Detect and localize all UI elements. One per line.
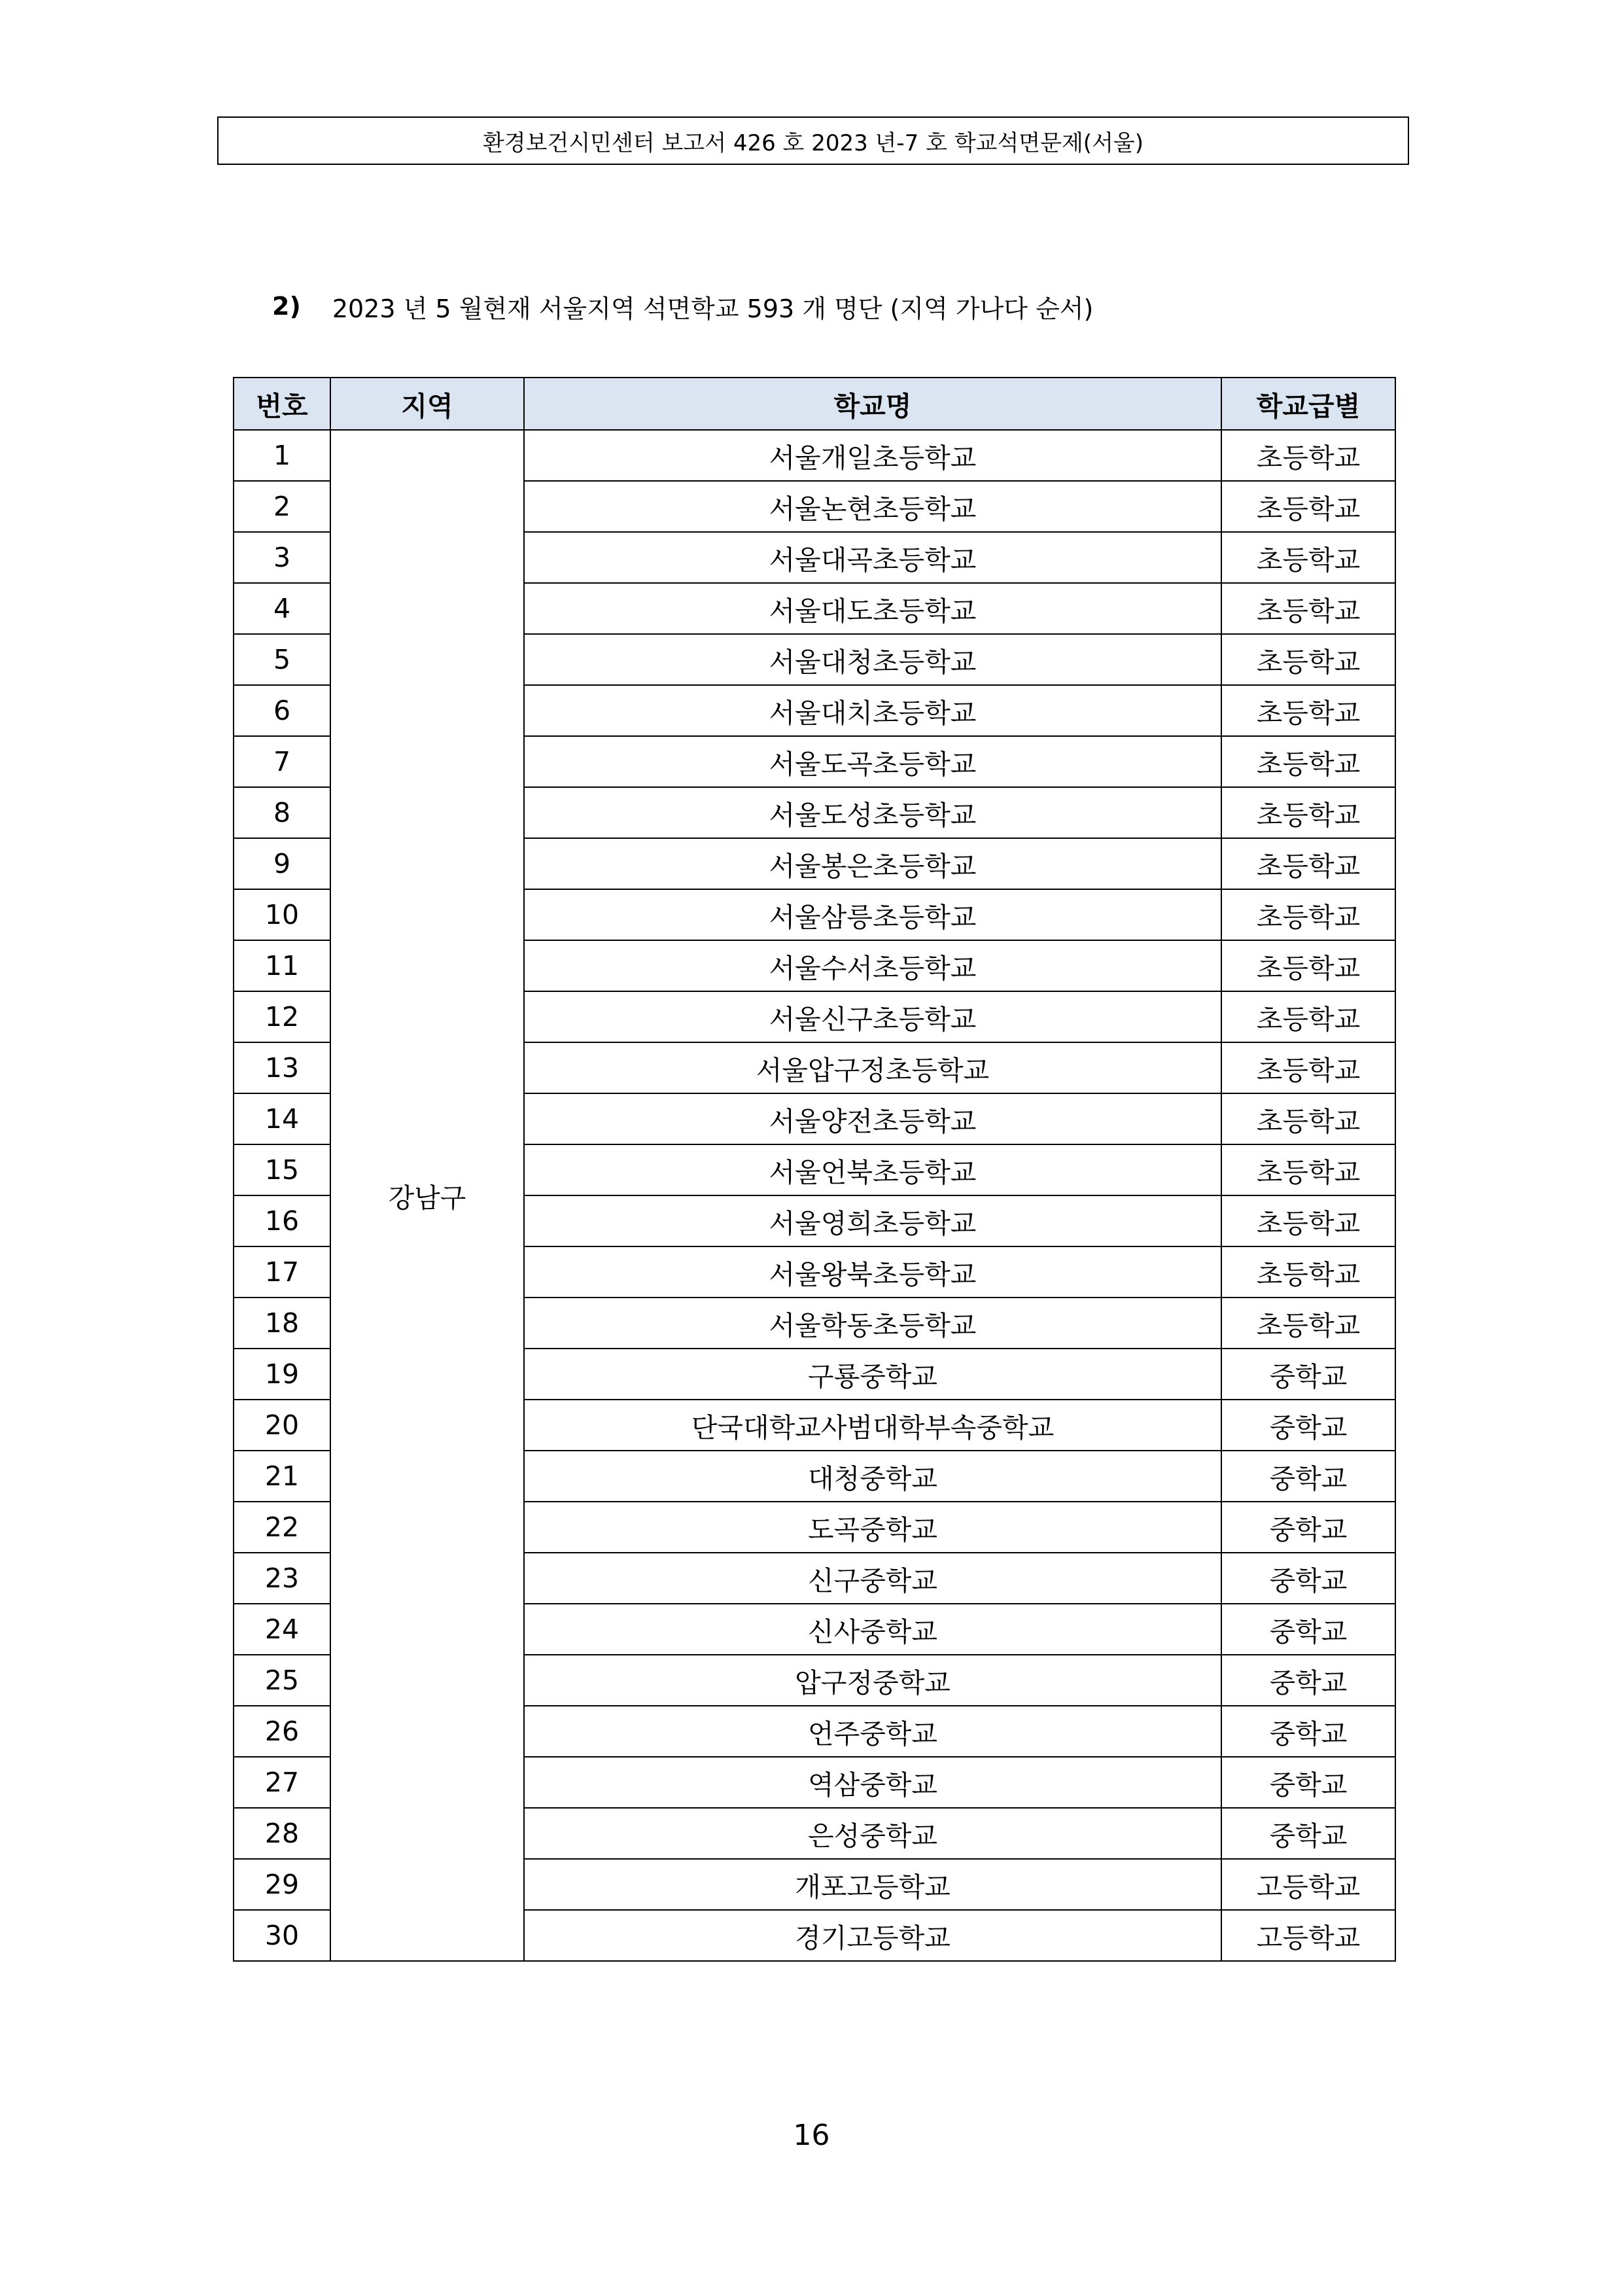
- column-header-school: 학교명: [524, 378, 1221, 430]
- school-level-cell: 초등학교: [1221, 838, 1395, 889]
- school-name-cell: 서울대청초등학교: [524, 634, 1221, 685]
- school-level-cell: 중학교: [1221, 1655, 1395, 1706]
- school-level-cell: 초등학교: [1221, 532, 1395, 583]
- school-name-cell: 서울대도초등학교: [524, 583, 1221, 634]
- school-name-cell: 역삼중학교: [524, 1757, 1221, 1808]
- school-name-cell: 신구중학교: [524, 1553, 1221, 1604]
- row-number-cell: 27: [234, 1757, 330, 1808]
- row-number-cell: 18: [234, 1298, 330, 1349]
- row-number-cell: 25: [234, 1655, 330, 1706]
- row-number-cell: 4: [234, 583, 330, 634]
- school-level-cell: 초등학교: [1221, 1195, 1395, 1246]
- school-level-cell: 초등학교: [1221, 1298, 1395, 1349]
- school-level-cell: 중학교: [1221, 1808, 1395, 1859]
- row-number-cell: 19: [234, 1349, 330, 1400]
- row-number-cell: 24: [234, 1604, 330, 1655]
- row-number-cell: 21: [234, 1451, 330, 1502]
- row-number-cell: 13: [234, 1042, 330, 1093]
- school-name-cell: 서울논현초등학교: [524, 481, 1221, 532]
- school-level-cell: 초등학교: [1221, 685, 1395, 736]
- school-level-cell: 중학교: [1221, 1706, 1395, 1757]
- column-header-region: 지역: [330, 378, 524, 430]
- section-heading: [272, 287, 1093, 326]
- school-name-cell: 서울언북초등학교: [524, 1144, 1221, 1195]
- row-number-cell: 15: [234, 1144, 330, 1195]
- school-level-cell: 초등학교: [1221, 889, 1395, 940]
- school-level-cell: 초등학교: [1221, 991, 1395, 1042]
- school-name-cell: 대청중학교: [524, 1451, 1221, 1502]
- row-number-cell: 20: [234, 1400, 330, 1451]
- school-name-cell: 서울도성초등학교: [524, 787, 1221, 838]
- row-number-cell: 29: [234, 1859, 330, 1910]
- school-level-cell: 초등학교: [1221, 1144, 1395, 1195]
- row-number-cell: 26: [234, 1706, 330, 1757]
- column-header-level: 학교급별: [1221, 378, 1395, 430]
- school-level-cell: 초등학교: [1221, 1246, 1395, 1298]
- school-level-cell: 고등학교: [1221, 1910, 1395, 1961]
- report-header-title: 환경보건시민센터 보고서 426 호 2023 년-7 호 학교석면문제(서울): [482, 130, 1144, 156]
- school-name-cell: 서울영희초등학교: [524, 1195, 1221, 1246]
- school-level-cell: 고등학교: [1221, 1859, 1395, 1910]
- row-number-cell: 28: [234, 1808, 330, 1859]
- section-title: 2023 년 5 월현재 서울지역 석면학교 593 개 명단 (지역 가나다 순서): [332, 294, 1094, 323]
- table-row: [234, 430, 1395, 481]
- school-name-cell: 서울수서초등학교: [524, 940, 1221, 991]
- school-name-cell: 서울압구정초등학교: [524, 1042, 1221, 1093]
- school-name-cell: 단국대학교사범대학부속중학교: [524, 1400, 1221, 1451]
- school-level-cell: 초등학교: [1221, 1042, 1395, 1093]
- school-level-cell: 중학교: [1221, 1553, 1395, 1604]
- region-cell: 강남구: [330, 430, 524, 1961]
- table-header-row: [234, 378, 1395, 430]
- school-name-cell: 서울왕북초등학교: [524, 1246, 1221, 1298]
- column-header-no: 번호: [234, 378, 330, 430]
- row-number-cell: 2: [234, 481, 330, 532]
- table-body: [234, 430, 1395, 1961]
- school-level-cell: 중학교: [1221, 1349, 1395, 1400]
- row-number-cell: 12: [234, 991, 330, 1042]
- page-number: 16: [793, 2119, 830, 2152]
- row-number-cell: 23: [234, 1553, 330, 1604]
- school-level-cell: 초등학교: [1221, 583, 1395, 634]
- school-name-cell: 서울삼릉초등학교: [524, 889, 1221, 940]
- school-name-cell: 은성중학교: [524, 1808, 1221, 1859]
- school-name-cell: 개포고등학교: [524, 1859, 1221, 1910]
- row-number-cell: 14: [234, 1093, 330, 1144]
- school-level-cell: 중학교: [1221, 1451, 1395, 1502]
- school-level-cell: 초등학교: [1221, 1093, 1395, 1144]
- report-header: [217, 116, 1409, 165]
- row-number-cell: 7: [234, 736, 330, 787]
- row-number-cell: 3: [234, 532, 330, 583]
- school-name-cell: 압구정중학교: [524, 1655, 1221, 1706]
- school-level-cell: 초등학교: [1221, 787, 1395, 838]
- school-name-cell: 서울학동초등학교: [524, 1298, 1221, 1349]
- row-number-cell: 6: [234, 685, 330, 736]
- school-level-cell: 중학교: [1221, 1400, 1395, 1451]
- row-number-cell: 11: [234, 940, 330, 991]
- school-name-cell: 서울신구초등학교: [524, 991, 1221, 1042]
- school-name-cell: 서울양전초등학교: [524, 1093, 1221, 1144]
- school-level-cell: 중학교: [1221, 1604, 1395, 1655]
- school-level-cell: 초등학교: [1221, 736, 1395, 787]
- row-number-cell: 17: [234, 1246, 330, 1298]
- row-number-cell: 1: [234, 430, 330, 481]
- section-number: 2): [272, 292, 301, 321]
- row-number-cell: 5: [234, 634, 330, 685]
- school-name-cell: 서울개일초등학교: [524, 430, 1221, 481]
- school-level-cell: 중학교: [1221, 1502, 1395, 1553]
- row-number-cell: 16: [234, 1195, 330, 1246]
- school-name-cell: 서울도곡초등학교: [524, 736, 1221, 787]
- school-level-cell: 초등학교: [1221, 481, 1395, 532]
- school-name-cell: 서울대치초등학교: [524, 685, 1221, 736]
- row-number-cell: 10: [234, 889, 330, 940]
- school-name-cell: 도곡중학교: [524, 1502, 1221, 1553]
- school-name-cell: 경기고등학교: [524, 1910, 1221, 1961]
- school-name-cell: 서울대곡초등학교: [524, 532, 1221, 583]
- row-number-cell: 30: [234, 1910, 330, 1961]
- school-list-table: [233, 377, 1396, 1962]
- school-level-cell: 초등학교: [1221, 940, 1395, 991]
- row-number-cell: 9: [234, 838, 330, 889]
- school-name-cell: 언주중학교: [524, 1706, 1221, 1757]
- row-number-cell: 22: [234, 1502, 330, 1553]
- school-name-cell: 서울봉은초등학교: [524, 838, 1221, 889]
- school-level-cell: 초등학교: [1221, 634, 1395, 685]
- school-name-cell: 신사중학교: [524, 1604, 1221, 1655]
- row-number-cell: 8: [234, 787, 330, 838]
- school-name-cell: 구룡중학교: [524, 1349, 1221, 1400]
- school-level-cell: 중학교: [1221, 1757, 1395, 1808]
- school-level-cell: 초등학교: [1221, 430, 1395, 481]
